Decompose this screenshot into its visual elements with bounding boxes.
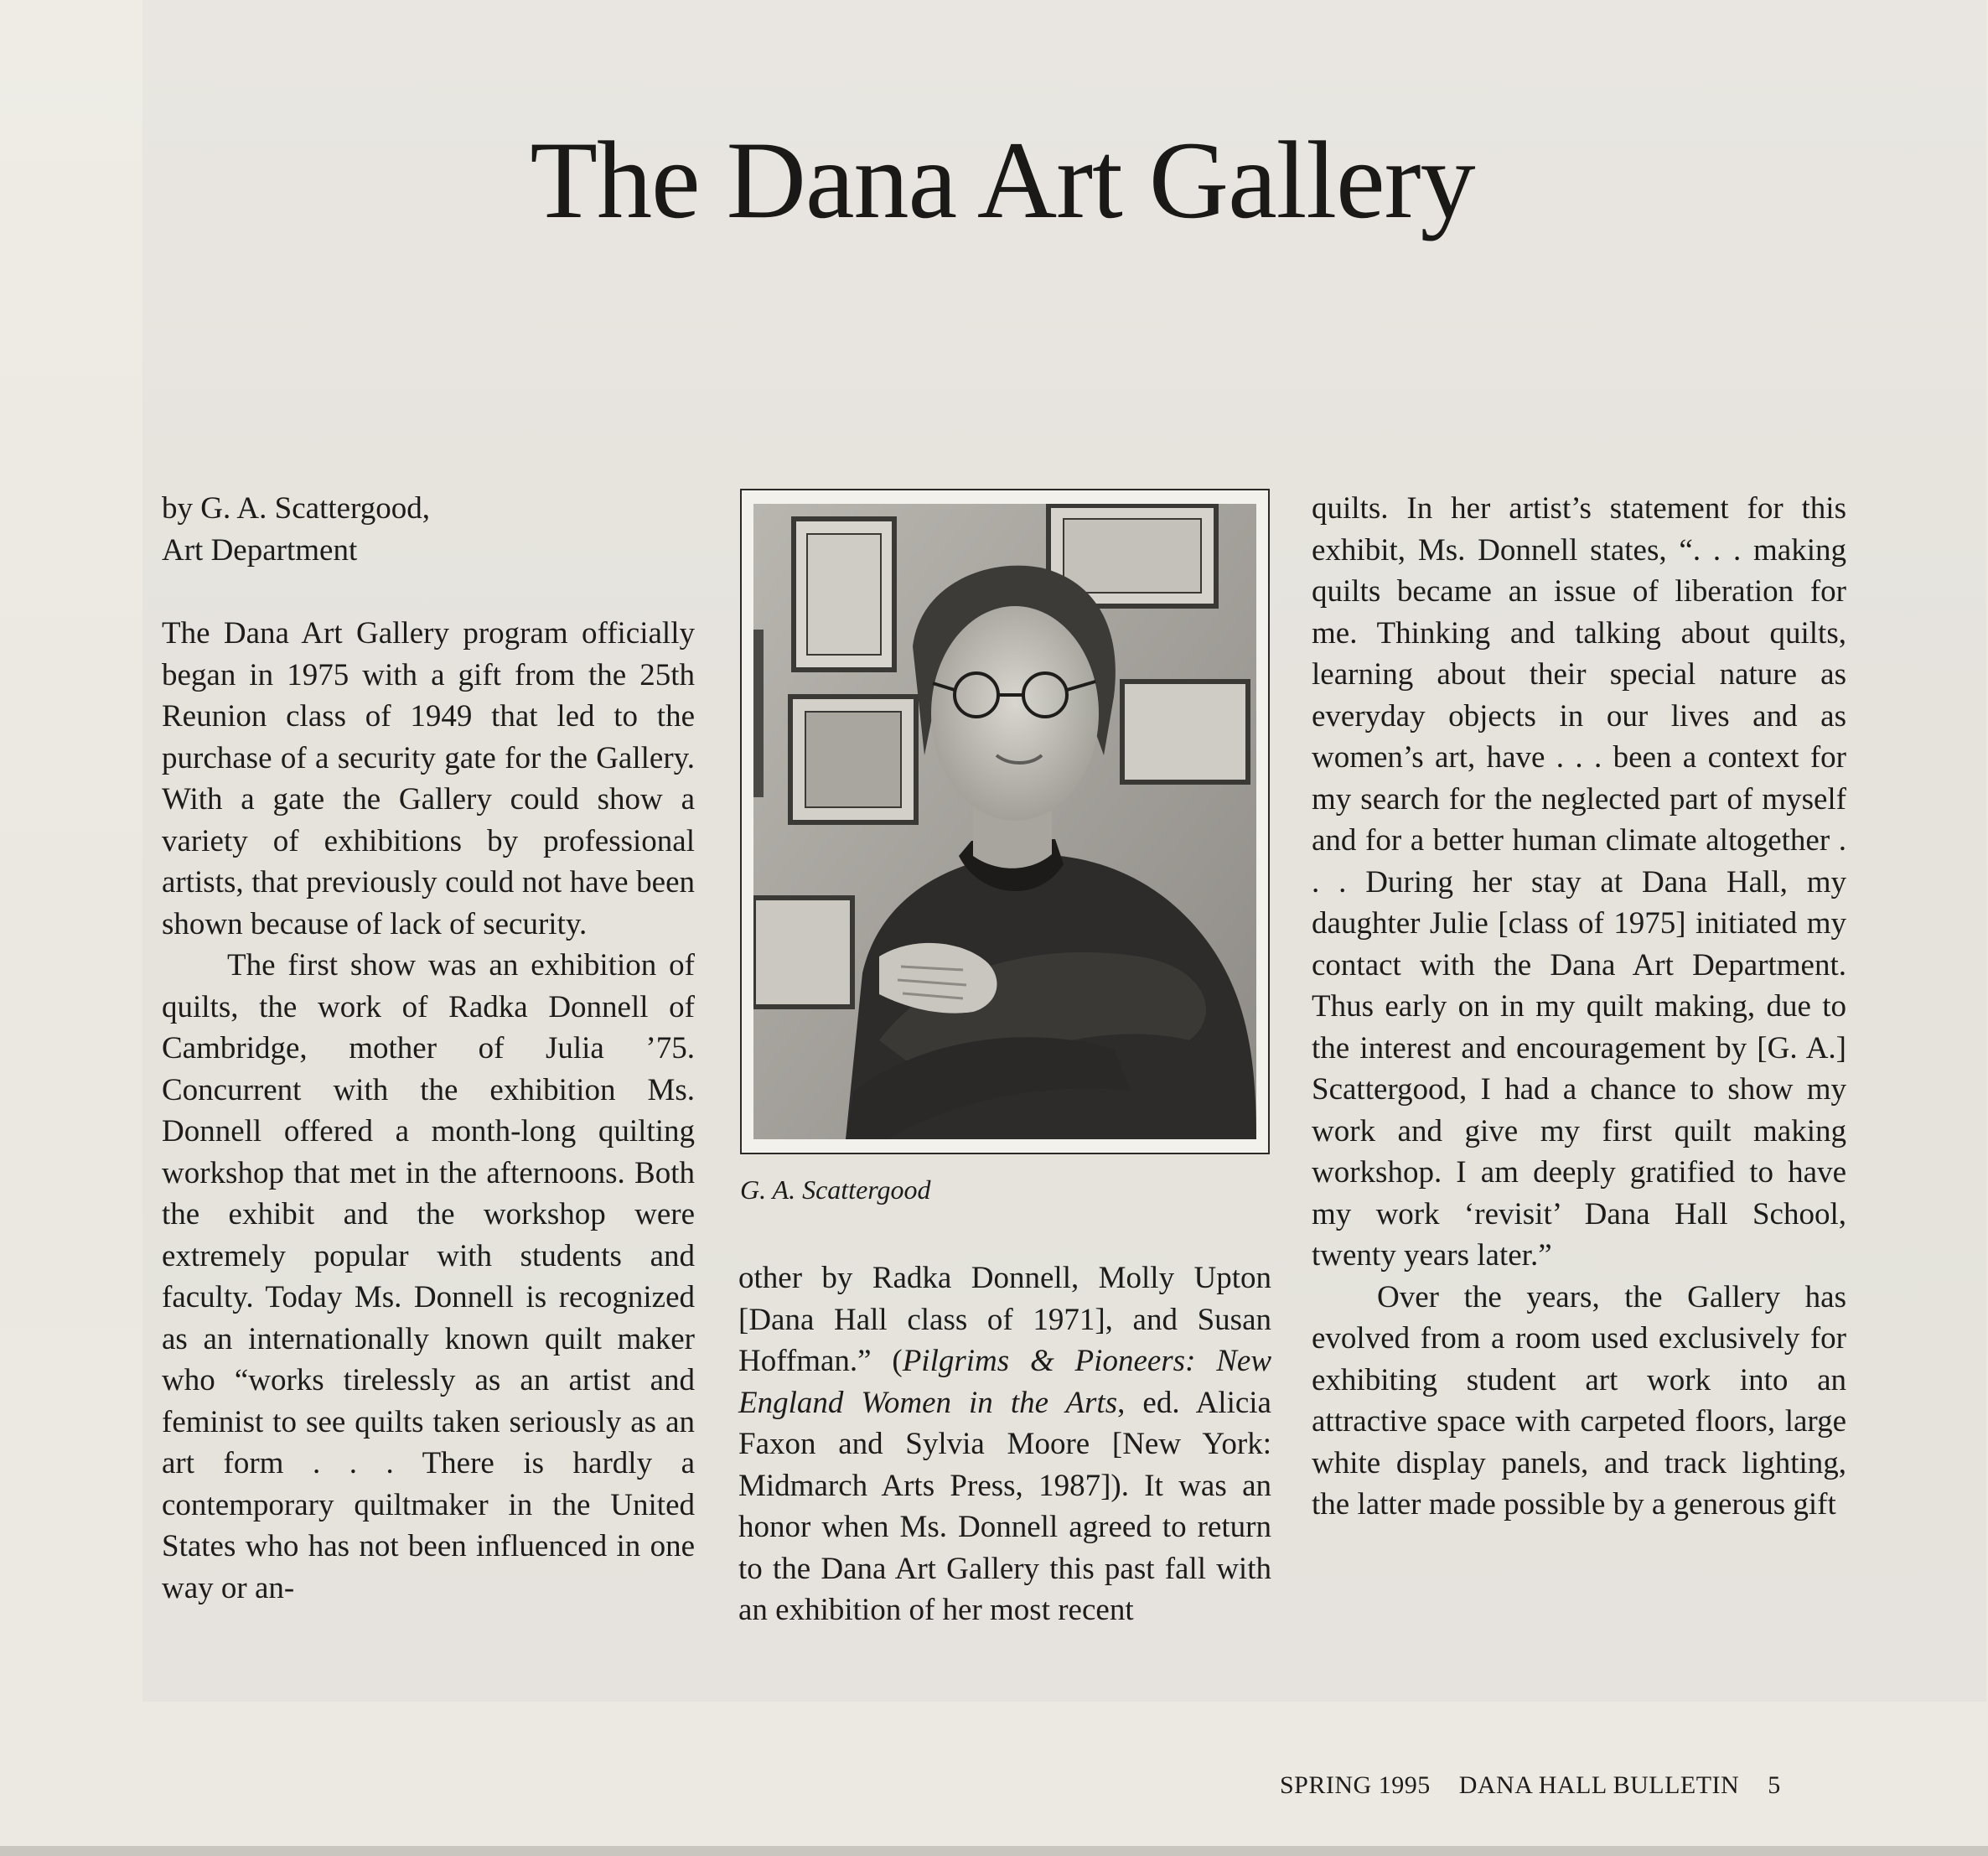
paragraph-first-show: The first show was an exhibition of quilts, the work of Radka Donnell of Cambridge, mother of Julia ’75. Concurrent with the exhibition Ms. Donnell offered a month-long quilting workshop that met in the afternoons. Both the exhibit and the workshop were extremely popular with students and faculty. Today Ms. Donnell is recognized as an internationally known quilt maker who “works tirelessly as an artist and feminist to see quilts taken seriously as an art form . . . There is hardly a contemporary quiltmaker in the United States who has not been influenced in one way or an-: [162, 948, 695, 1605]
page-number: 5: [1768, 1771, 1781, 1799]
photo-caption: G. A. Scattergood: [740, 1174, 931, 1205]
column-2-text-end: , ed. Alicia Faxon and Sylvia Moore [New York: Midmarch Arts Press, 1987]). It was an honor when Ms. Donnell agreed to return to the Dana Art Gallery this past fall with an exhibition of her most recent: [738, 1385, 1271, 1627]
paragraph-intro: The Dana Art Gallery program officially began in 1975 with a gift from the 25th Reunion class of 1949 that led to the purchase of a security gate for the Gallery. With a gate the Gallery could show a variety of exhibitions by professional artists, that previously could not have been shown because of lack of security.: [162, 616, 695, 941]
wall-frame-5: [753, 898, 852, 1007]
column-1: [162, 488, 695, 1609]
wall-frame-4: [1122, 682, 1248, 782]
paragraph-artist-statement: quilts. In her artist’s statement for this exhibit, Ms. Donnell states, “. . . making quilts became an issue of liberation for me. Thinking and talking about quilts, learning about their special nature as everyday objects in our lives and as women’s art, have . . . been a context for my search for the neglected part of myself and for a better human climate altogether . . . During her stay at Dana Hall, my daughter Julie [class of 1975] initiated my contact with the Dana Art Department. Thus early on in my quilt making, due to the interest and encouragement by [G. A.] Scattergood, I had a chance to show my work and give my first quilt making workshop. I am deeply gratified to have my work ‘revisit’ Dana Hall School, twenty years later.”: [1312, 491, 1846, 1273]
photo-frame: [740, 489, 1270, 1154]
page-footer: [1280, 1769, 1781, 1802]
footer-issue: SPRING 1995: [1280, 1771, 1431, 1799]
footer-publication: DANA HALL BULLETIN: [1458, 1771, 1740, 1799]
portrait-illustration: [753, 504, 1256, 1139]
byline: [162, 488, 695, 572]
column-2-text-start: other by Radka Donnell, Molly Upton [Dana Hall class of 1971], and Susan Hoffman.” (: [738, 1261, 1271, 1378]
wall-frame-3: [790, 697, 916, 822]
scan-edge: [0, 1846, 1988, 1856]
byline-department: Art Department: [162, 533, 358, 568]
byline-author: by G. A. Scattergood,: [162, 491, 430, 526]
article-title: The Dana Art Gallery: [530, 118, 1475, 241]
citation-title: Pilgrims & Pioneers: New England Women in the Arts: [738, 1344, 1271, 1420]
column-3: [1312, 488, 1846, 1526]
paragraph-gallery-evolution: Over the years, the Gallery has evolved from a room used exclusively for exhibiting student art work into an attractive space with carpeted floors, large white display panels, and track lighting, the latter made possible by a generous gift: [1312, 1279, 1846, 1522]
wall-frame-1: [794, 519, 894, 670]
column-2: [738, 1257, 1271, 1631]
paragraph-continuation: [738, 1257, 1271, 1631]
portrait-photo: [753, 504, 1256, 1139]
